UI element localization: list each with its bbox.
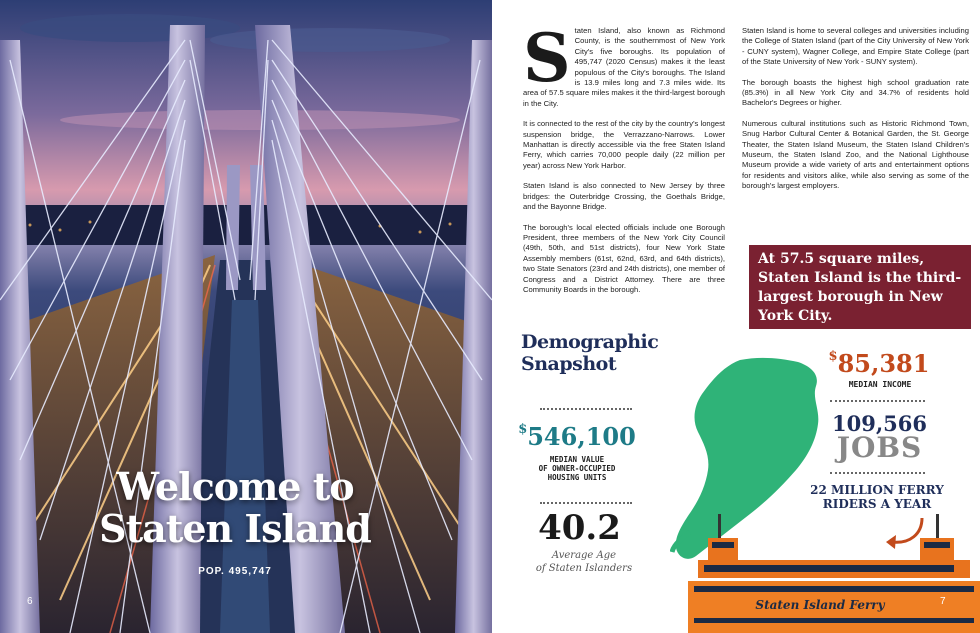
dotted-divider (540, 502, 632, 504)
demographic-title-line2: Snapshot (521, 353, 617, 375)
ferry-illustration (688, 510, 980, 633)
income-label: MEDIAN INCOME (848, 380, 912, 389)
housing-value (517, 422, 637, 451)
income-currency: $ (828, 349, 838, 364)
welcome-title (60, 466, 410, 550)
jobs-label: JOBS (836, 431, 923, 464)
housing-currency: $ (518, 422, 528, 437)
welcome-title-line2: Staten Island (99, 506, 371, 551)
income-number: 85,381 (837, 349, 930, 378)
income-value (814, 349, 944, 378)
page-number-left: 6 (27, 596, 33, 607)
housing-number: 546,100 (527, 422, 636, 451)
text-column-2 (742, 26, 969, 202)
jobs-value: 109,566 (832, 411, 927, 436)
age-label-line2: of Staten Islanders (535, 563, 633, 574)
right-page (492, 0, 980, 633)
housing-label-line3: HOUSING UNITS (547, 473, 607, 482)
paragraph-colleges: Staten Island is home to several colleges and universities including the College of Staten Island (part of the City University of New York - CUNY system), Wagner College, and Empire State College (part of the State University of New York - SUNY system). (742, 26, 969, 67)
ferry-riders-line2: RIDERS A YEAR (822, 497, 932, 511)
callout-box: At 57.5 square miles, Staten Island is the third-largest borough in New York City. (749, 245, 971, 329)
dotted-divider (540, 408, 632, 410)
drop-cap: S (523, 19, 571, 97)
population-caption: POP. 495,747 (198, 566, 272, 577)
age-label (528, 549, 640, 575)
ferry-riders-line1: 22 MILLION FERRY (810, 483, 944, 497)
ferry-name-label: Staten Island Ferry (755, 598, 885, 612)
paragraph-graduation: The borough boasts the highest high school graduation rate (85.3%) in all New York City and 34.7% of residents hold Bachelor's Degrees or higher. (742, 77, 969, 108)
intro-text: taten Island, also known as Richmond County, is the southernmost of New York City's five boroughs. Its population of 495,747 (2020 Census) makes it the least populous of the City's boroughs. The Island is 13.9 miles long and 7.3 miles wide. Its area of 57.5 square miles makes it the third-largest borough in the City. (523, 26, 725, 108)
page-number-right: 7 (940, 596, 946, 607)
housing-label-line2: OF OWNER-OCCUPIED (538, 464, 616, 473)
dotted-divider (830, 472, 925, 474)
paragraph-officials: The borough's local elected officials include one Borough President, three members of the New York City Council (49th, 50th, and 51st districts), four New York State Assembly members (61st, 62nd, 63rd, and 64th districts), two State Senators (23rd and 24th districts), one member of Congress and a District Attorney. There are three Community Boards in the borough. (523, 222, 725, 294)
demographic-title (521, 331, 658, 375)
paragraph-bridge: It is connected to the rest of the city by the country's longest suspension bridge, the Verrazzano-Narrows. Lower Manhattan is directly accessible via the free Staten Island Ferry, which carries 70,000 people daily (22 million per year) across New York Harbor. (523, 119, 725, 170)
text-column-1 (523, 19, 725, 305)
dotted-divider (830, 400, 925, 402)
demographic-title-line1: Demographic (521, 331, 659, 353)
housing-label (527, 455, 627, 482)
age-label-line1: Average Age (551, 550, 617, 561)
ferry-riders-label (802, 483, 952, 511)
welcome-title-line1: Welcome to (116, 464, 354, 509)
intro-paragraph (523, 19, 725, 109)
paragraph-new-jersey: Staten Island is also connected to New Jersey by three bridges: the Outerbridge Crossing, the Goethals Bridge, and the Bayonne Bridge. (523, 181, 725, 212)
age-value: 40.2 (538, 508, 621, 548)
paragraph-culture: Numerous cultural institutions such as Historic Richmond Town, Snug Harbor Cultural Center & Botanical Garden, the St. George Theater, the Staten Island Museum, the Staten Island Children's Museum, the Staten Island Zoo, and the National Lighthouse Museum provide a wide variety of arts and entertainment options for residents and visitors alike, while also serving as some of the borough's largest employers. (742, 118, 969, 191)
housing-label-line1: MEDIAN VALUE (549, 455, 605, 464)
